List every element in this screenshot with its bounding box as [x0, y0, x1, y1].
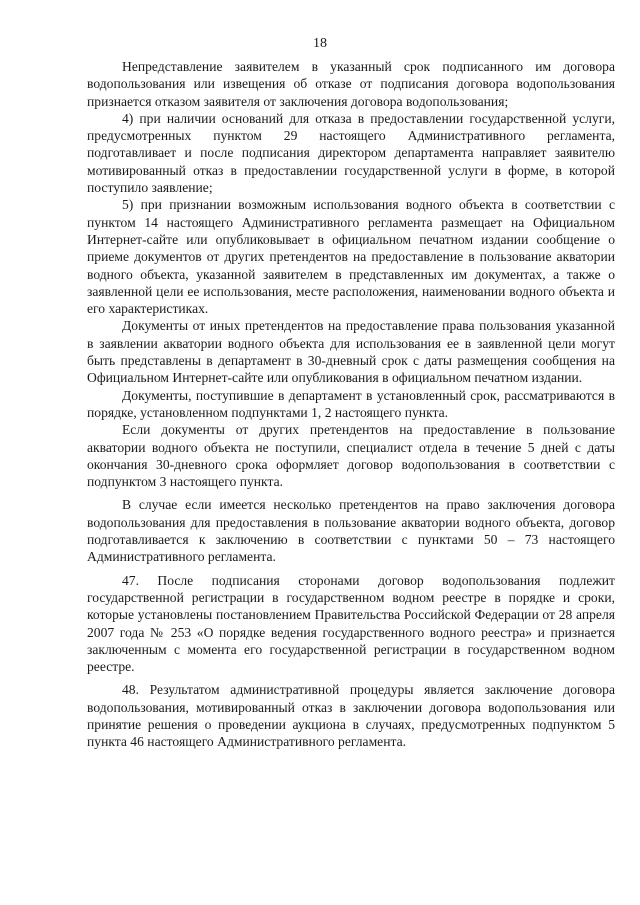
paragraph-item-5: 5) при признании возможным использования водного объекта в соответствии с пунктом 14 настоящего Административного регламента размещает на Официальном Интернет-сайте или опубликовывает в официальном печатном издании сообщение о приеме документов от других претендентов на предоставление в пользование акватории водного объекта, указанной заявителем в представленных им документах, а также о заявленной цели ее использования, месте расположения, наименовании водного объекта и его характеристиках. — [87, 197, 615, 317]
paragraph-item-48: 48. Результатом административной процедуры является заключение договора водопользования, мотивированный отказ в заключении договора водопользования или принятие решения о проведении аукциона в случаях, предусмотренных подпунктом 5 пункта 46 настоящего Административного регламента. — [87, 682, 615, 750]
paragraph-documents-review: Документы, поступившие в департамент в установленный срок, рассматриваются в порядке, установленном подпунктами 1, 2 настоящего пункта. — [87, 387, 615, 420]
paragraph-several-applicants: В случае если имеется несколько претендентов на право заключения договора водопользования для предоставления в пользование акватории водного объекта, договор подготавливается к заключению в соответствии с пунктами 50 – 73 настоящего Административного регламента. — [87, 497, 615, 565]
paragraph-other-applicants: Документы от иных претендентов на предоставление права пользования указанной в заявлении акватории водного объекта для использования ее в заявленной цели могут быть представлены в департамент в 30-дневный срок с даты размещения сообщения на Официальном Интернет-сайте или опубликования в официальном печатном издании. — [87, 318, 615, 386]
page-number: 18 — [313, 36, 327, 51]
paragraph-no-other-applicants: Если документы от других претендентов на предоставление в пользование акватории водного объекта не поступили, специалист отдела в течение 5 дней с даты окончания 30-дневного срока оформляет договор водопользования в соответствии с подпунктом 3 настоящего пункта. — [87, 422, 615, 490]
paragraph-item-4: 4) при наличии оснований для отказа в предоставлении государственной услуги, предусмотренных пунктом 29 настоящего Административного регламента, подготавливает и после подписания директором департамента направляет заявителю мотивированный отказ в предоставлении государственной услуги в форме, в которой поступило заявление; — [87, 110, 615, 196]
paragraph-refusal-to-sign: Непредставление заявителем в указанный срок подписанного им договора водопользования или извещения об отказе от подписания договора водопользования признается отказом заявителя от заключения договора водопользования; — [87, 59, 615, 109]
paragraph-item-47: 47. После подписания сторонами договор водопользования подлежит государственной регистрации в государственном водном реестре в порядке и сроки, которые установлены постановлением Правительства Российской Федерации от 28 апреля 2007 года № 253 «О порядке ведения государственного водного реестра» и признается заключенным с момента его государственной регистрации в государственном водном реестре. — [87, 572, 615, 675]
document-body — [87, 58, 615, 751]
